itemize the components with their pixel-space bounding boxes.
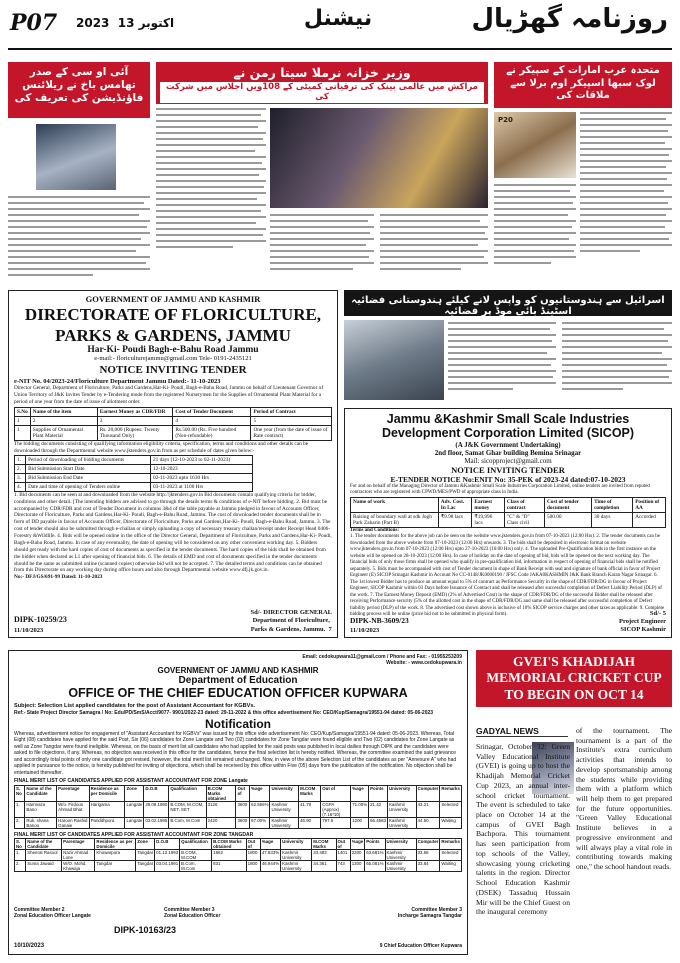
table-header-cell: S. No bbox=[15, 785, 25, 801]
table-cell: Ruk. shana Banoo bbox=[25, 817, 57, 828]
table-header-cell: Residence as per Domicile bbox=[95, 839, 136, 850]
table-header-cell: University bbox=[270, 785, 299, 801]
table-cell: ₹19,996 lacs bbox=[472, 512, 504, 527]
tender1-item-table bbox=[14, 407, 332, 441]
table-cell: B.Com, M.Com bbox=[169, 817, 206, 828]
table-cell: 3600 bbox=[236, 817, 250, 828]
table-cell: 1200 bbox=[351, 817, 369, 828]
story-israel-photo bbox=[344, 320, 444, 400]
tender2-terms: 1. The tender documents for the above job can be seen on the website www.jktenders.gov.in from 07-10-2023 (12:00 Hrs). 2. The tender documents can be downloaded from the above website from 07-10-2023 (12:00 Hrs) onwards. 3. The bids shall be deposited in electronic format on website www.jktenders.gov.in from 07-10-2023 (12:00 Hrs) upto 27-10-2023 (16:00 Hrs) only. 4. The uploaded Pre-Qualification bids in the first instance on the website will be opened on 28-10-2023 (12:00 Hrs). In case of holiday on the date of opening of bid, bids will be opened on the next working day. The financial bids of only those firms shall be opened who qualify in pre-qualification bid, information in respect of opening of financial bids shall be notified separately. 5. Bids must be accompanied with cost of Tender document in shape of Bank Receipt with seal and signature of bank official in favor of Project Engineer (E) SICOP Srinagar Kashmir in Account No CC-0148/JK0000190 / JFSC Code JAKA0KASHMIN J&K Bank Branch Karan Nagar Srinagar. 6. The 1st lowest Bidder has to produce an amount equal to 5% of contract as Performance Security in the shape of CDR/FDR/DG in favour of Project Engineer, SICOP Kashmir within 03 Days before Issuance of Contract and shall be released after successful completion of Defect Liability Period (DLP) of the work. 7. The Earnest Money Deposit (EMD) (2% of Advertised Cost) in the shape of CDR/FDR/DG of the successful Bidder shall be released after receiving Performance security (5% of the allotted cost in the shape of CDR/FDR/DG and same shall be released after successful completion of Defect liability period (DLP) of the work. 8. The advertised cost shown above is inclusive of 10% SICOP service charges and other taxes as applicable. 9. Complete bidding process will be online (price bid not to be submitted in physical form). bbox=[350, 534, 665, 618]
tender2-table bbox=[350, 497, 666, 528]
table-header-cell: S.No bbox=[15, 408, 31, 417]
table-header-cell: Computer bbox=[416, 785, 440, 801]
notice-office: OFFICE OF THE CHIEF EDUCATION OFFICER KUPWARA bbox=[68, 686, 408, 700]
story-cricket bbox=[476, 650, 672, 955]
table-cell: 1. bbox=[15, 455, 26, 464]
tender2-name-1: Jammu &Kashmir Small Scale Industries bbox=[386, 412, 630, 426]
table-cell: 66.4583 bbox=[369, 817, 388, 828]
table-header-cell: Computer bbox=[416, 839, 440, 850]
table-header-row bbox=[15, 785, 462, 801]
table-header-cell: Cost of Tender Document bbox=[173, 408, 251, 417]
tender2-intro: For and on behalf of the Managing Director of Jammu &Kashmir Small Scale Industries Corporation Limited, online tenders are invited from reputed contractors who are registered with CPWD/MES/PWD of appropriate class in India. bbox=[350, 483, 650, 496]
tender-sicop bbox=[344, 408, 672, 638]
tender1-contact: e-mail:- floriculturejammu@gmail.com Tele- 0191-2435121 bbox=[94, 355, 252, 363]
table-header-cell: Name of the item bbox=[30, 408, 97, 417]
table-header-cell: Remarks bbox=[440, 839, 462, 850]
masthead-date bbox=[76, 16, 174, 30]
table-cell: Raising of boundary wall at sdk Jogh Park Zabarin (Part B) bbox=[351, 512, 439, 527]
table-cell: Tangdar bbox=[95, 861, 136, 872]
story-israel bbox=[344, 290, 672, 402]
table-cell: 33.56 bbox=[416, 850, 440, 861]
table-cell: 41.79 bbox=[299, 801, 321, 817]
notice-education bbox=[8, 650, 468, 955]
table-cell: 4. bbox=[15, 482, 26, 491]
table-cell: Period of downloading of bidding documents bbox=[26, 455, 151, 464]
tender2-invite: NOTICE INVITING TENDER bbox=[451, 464, 565, 475]
tender2-enit: E-TENDER NOTICE No:ENIT No: 35-PEK of 2023-24 dated:07-10-2023 bbox=[390, 474, 626, 484]
notice-subject: Subject: Selection List applied candidates for the post of Assistant Accountant for KGBVs. bbox=[14, 703, 256, 709]
table-cell: 743 bbox=[336, 861, 350, 872]
table-header-cell: B.COM Marks obtained bbox=[212, 839, 247, 850]
table-cell: Tangdar bbox=[136, 861, 155, 872]
cricket-col-2: of the tournament. The tournament is a part of the Institute's extra curriculum activities that intends to develop sportsmanship among the students while providing them with a platform which will help them to get prepared for the future opportunities. "Green Valley Educational Institute believes in a progressive environment and will always play a vital role in contributing towards making one," the school handout reads. bbox=[576, 726, 672, 872]
table-cell: Pandithpora bbox=[89, 817, 125, 828]
table-header-cell: Class of contract bbox=[504, 497, 544, 512]
table-header-cell: Period of Contract bbox=[251, 408, 332, 417]
newspaper-title: روزنامہ گھڑیال bbox=[471, 4, 668, 34]
table-cell: 2420 bbox=[206, 817, 236, 828]
story-center bbox=[156, 62, 488, 282]
notice-email: Email: cedokupwara11@gmail.com / Phone and Fax: - 01955253209 bbox=[302, 654, 462, 660]
table-header-cell: Out of bbox=[321, 785, 351, 801]
tender2-undertaking: (A J&K Government Undertaking) bbox=[455, 440, 561, 449]
tender2-footer bbox=[350, 608, 666, 634]
table-header-cell: Name of the Candidate bbox=[26, 839, 62, 850]
table-cell: 797.5 bbox=[321, 817, 351, 828]
table-cell: Date and time of opening of Tenders online bbox=[26, 482, 151, 491]
table-cell: 2. bbox=[15, 464, 26, 473]
table-cell: 1. bbox=[15, 850, 26, 861]
table-header-cell: Out of bbox=[236, 785, 250, 801]
table-header-cell: Name of work bbox=[351, 497, 439, 512]
tender1-title-2: PARKS & GARDENS, JAMMU bbox=[55, 325, 291, 345]
notice-member-3: Committee Member 3 Incharge Samagra Tangdar bbox=[397, 907, 462, 919]
table-cell: 46.944% bbox=[260, 861, 280, 872]
story-center-photo bbox=[270, 108, 488, 208]
table-header-cell: Out of bbox=[336, 839, 350, 850]
table-cell: Accorded bbox=[633, 512, 666, 527]
table-header-cell: D.O.B bbox=[155, 839, 180, 850]
table-cell: 44.50 bbox=[416, 817, 440, 828]
masthead-date-urdu: 13 اکتوبر bbox=[117, 16, 175, 30]
masthead-year: 2023 bbox=[76, 16, 110, 30]
notice-zone-1: FINAL MERIT LIST OF CANDIDATES APPLIED FOR ASSISTANT ACCOUNTANT FOR ZONE Langate bbox=[14, 778, 248, 785]
table-cell: 1800 bbox=[246, 861, 260, 872]
table-header-cell: University bbox=[385, 839, 416, 850]
tender1-dipk: DIPK-10259/23 bbox=[14, 615, 67, 624]
table-cell: Kashmir University bbox=[385, 861, 416, 872]
tender1-enit: e-NIT No. 04/2023-24/Floriculture Department Jammu Dated:- 11-10-2023 bbox=[14, 378, 221, 386]
table-header-cell: Earnest Money as CDR/FDR bbox=[97, 408, 173, 417]
table-row bbox=[15, 817, 462, 828]
table-header-cell: M.COM Marks bbox=[312, 839, 336, 850]
notice-member-2: Committee Member 3 Zonal Education Officer bbox=[164, 907, 221, 919]
table-header-cell: %age bbox=[351, 785, 369, 801]
story-center-headline bbox=[156, 62, 488, 104]
story-center-text-a bbox=[156, 108, 266, 282]
table-cell: 03.02.1995 bbox=[144, 817, 169, 828]
table-header-cell: Name of the Candidate bbox=[25, 785, 57, 801]
table-cell: B.COM, M.COM, NET, SET bbox=[169, 801, 206, 817]
table-cell: Kashmir University bbox=[385, 850, 416, 861]
table-cell: Kashmir University bbox=[270, 817, 299, 828]
tender2-sign-1: Sd/- 5 bbox=[649, 609, 666, 617]
notice-ceo: 9 Chief Education Officer Kupwara bbox=[379, 943, 462, 949]
table-header-cell: Earnest money bbox=[472, 497, 504, 512]
cricket-headline: GVEI'S KHADIJAH MEMORIAL CRICKET CUP TO BEGIN ON OCT 14 bbox=[476, 650, 672, 707]
table-cell: 4 bbox=[173, 417, 251, 426]
table-row bbox=[15, 455, 253, 464]
table-cell: Rs.500.00 (Rs. Five hundred (Non-refundable) bbox=[173, 426, 251, 441]
table-cell: Kashmir University bbox=[387, 801, 416, 817]
table-cell: 3. bbox=[15, 473, 26, 482]
notice-footer bbox=[14, 907, 462, 951]
table-header-cell: M.COM Marks bbox=[299, 785, 321, 801]
notice-sign-no: 9 bbox=[379, 943, 383, 949]
tender1-gov: GOVERNMENT OF JAMMU AND KASHMIR bbox=[85, 294, 261, 304]
table-cell: Waiting bbox=[440, 861, 462, 872]
tender2-terms-head: Terms and Conditions: bbox=[350, 527, 399, 533]
photo-sign: P20 bbox=[498, 116, 513, 124]
table-cell: 29.08.1990 bbox=[144, 801, 169, 817]
story-right-photo bbox=[494, 112, 576, 178]
table-cell: Harigama bbox=[89, 801, 125, 817]
story-right bbox=[494, 62, 672, 282]
table-cell: 03-11-2023 at 1100 Hrs bbox=[150, 482, 252, 491]
table-cell: B.COM, M.COM bbox=[180, 850, 212, 861]
table-header-cell: %age bbox=[260, 839, 280, 850]
notice-website: Website: - www.cedokupwara.in bbox=[386, 660, 462, 666]
notice-body: Whereas, advertisement notice for engagement of "Assistant Accountant for KGBVs" was issued by this office vide advertisement No: CEO/Kup/Samagra/19551-94 dated: 05-06-2023. Whereas, Total Eight (08) candidates have applied for the said Post, Six (06) candidates for Zone Langate and Two (02) candidates for Zone Tangdar were found eligible and Two (02) candidates for Zone Langate as well as Zone Tangdar were found ineligible. Whereas, on the basis of merit list all candidates who had applied for the said posts was published in local dailies through DIPK and the candidates were asked to file objections, if any. Whereas, no objection was received in this office for the candidates, hence the final selection list is hereby notified. Whereas, the committee examined the said grievance and accordingly total points of only one candidate got revised, however, the total merit list remained unchanged. Now, in view of the above Selection List of the candidates as per "Annexure A" who had applied in pursuance to the notice, is hereby published for inviting of objections, which shall be received by this office within Five (05) days from the publication of the notification. No objection shall be entertained thereafter. bbox=[14, 730, 457, 776]
table-cell: 1862 bbox=[212, 850, 247, 861]
table-cell: 1401 bbox=[336, 850, 350, 861]
table-cell: 47.833% bbox=[260, 850, 280, 861]
table-cell: 1 bbox=[15, 426, 31, 441]
notice-title: Notification bbox=[205, 716, 271, 731]
table-cell: Bid Submission Start Date bbox=[26, 464, 151, 473]
table-cell: Haroon Rashid Ganaie bbox=[58, 817, 88, 828]
table-cell: 43.21 bbox=[416, 801, 440, 817]
section-title: نیشنل bbox=[303, 6, 373, 31]
cricket-byline: GADYAL NEWS bbox=[476, 726, 568, 737]
tender2-name-2: Development Corporation Limited (SICOP) bbox=[381, 426, 635, 441]
table-cell: 3600 bbox=[236, 801, 250, 817]
tender1-signature bbox=[250, 609, 332, 634]
table-header-row bbox=[15, 839, 462, 850]
tender2-sign-3: SICOP Kashmir bbox=[620, 625, 666, 633]
tender1-sign-no: 7 bbox=[328, 625, 332, 633]
table-cell: 1300 bbox=[350, 861, 364, 872]
story-left-headline: آئی او سی کے صدر تھامس باخ نے ریلائنس فاؤنڈیشن کی تعریف کی bbox=[8, 62, 150, 118]
tender-floriculture bbox=[8, 290, 338, 638]
table-cell: 2200 bbox=[350, 850, 364, 861]
notice-gov: GOVERNMENT OF JAMMU AND KASHMIR bbox=[157, 666, 319, 675]
table-cell: Kashmir University bbox=[281, 850, 312, 861]
table-cell: Sheerat Rasool bbox=[26, 850, 62, 861]
tender2-dipk: DIPK-NB-3609/23 bbox=[350, 616, 409, 625]
table-header-cell: Parentage bbox=[57, 785, 89, 801]
table-cell: 71.00% bbox=[351, 801, 369, 817]
table-cell: Kashmir University bbox=[270, 801, 299, 817]
tender1-title-1: DIRECTORATE OF FLORICULTURE, bbox=[24, 305, 322, 324]
table-header-cell: Position of AA bbox=[633, 497, 666, 512]
story-israel-text-a bbox=[448, 322, 556, 400]
tender1-invite: NOTICE INVITING TENDER bbox=[99, 364, 247, 377]
tender2-sign-2: Project Engineer bbox=[619, 617, 666, 625]
table-cell: 67.00% bbox=[250, 817, 270, 828]
table-cell: 21 days (12-10-2023 to 02-11-2023) bbox=[150, 455, 252, 464]
table-cell: One year (from the date of issue of Rate contract) bbox=[251, 426, 332, 441]
table-header-cell: University bbox=[281, 839, 312, 850]
table-header-cell: Points bbox=[369, 785, 388, 801]
table-header-cell: University bbox=[387, 785, 416, 801]
table-cell: "C" & "D" Class civil bbox=[504, 512, 544, 527]
table-cell: 46.90 bbox=[299, 817, 321, 828]
table-cell: 2. bbox=[15, 861, 26, 872]
table-header-cell: %age bbox=[350, 839, 364, 850]
table-row bbox=[15, 464, 253, 473]
table-cell: Khowarpora bbox=[95, 850, 136, 861]
table-cell: 33.84 bbox=[416, 861, 440, 872]
story-right-text-a bbox=[580, 112, 672, 282]
table-header-cell: Points bbox=[365, 839, 385, 850]
tender1-intro: Director General, Department of Floriculture, Parks and Gardens,Har-Ki- Poudi, Bagh-e-Bahu Road, Jammu on behalf of Lieutenant Governor of Union Territory of J&K Invites Tender by e-Tendering mode from the registered Nurserymen for the Supplies of Ornamental Plant Material for a period of one year from the date of issue of allotment order. bbox=[14, 385, 324, 406]
story-left-column-2 bbox=[8, 232, 68, 282]
table-cell: B.Com, M.Com bbox=[180, 861, 212, 872]
notice-member-1: Committee Member 2 Zonal Education Officer Langate bbox=[14, 907, 91, 919]
story-right-headline: متحدہ عرب امارات کے سپیکر نے لوک سبھا اسپیکر اوم برلا سے ملاقات کی bbox=[494, 62, 672, 108]
table-cell: Kashmir University bbox=[281, 861, 312, 872]
table-cell: Selected bbox=[440, 850, 462, 861]
table-cell: Rs. 20,000 (Rupees: Twenty Thousand Only) bbox=[97, 426, 173, 441]
notice-dated: 10/10/2023 bbox=[14, 943, 45, 949]
table-cell: 3 bbox=[97, 417, 173, 426]
tender1-ref: No:- DFJ/GS/691-99 Dated: 11-10-2023 bbox=[14, 574, 103, 581]
table-cell: 02-11-2023 upto 1630 Hrs bbox=[150, 473, 252, 482]
table-header-cell: D.O.B bbox=[144, 785, 169, 801]
table-cell: 1 bbox=[15, 417, 31, 426]
story-center-headline-2: مراکش میں عالمی بینک کی ترقیاتی کمیٹی کے 108ویں اجلاس میں شرکت کی bbox=[160, 82, 484, 103]
table-cell: W/O. Mohd. Khawaja bbox=[62, 861, 95, 872]
table-cell: Hamnaza Bano bbox=[25, 801, 57, 817]
table-cell: 21.42 bbox=[369, 801, 388, 817]
tender2-address: 2nd floor, Samat Ghar building Bemina Srinagar bbox=[434, 448, 582, 457]
table-cell: Kashmir University bbox=[387, 817, 416, 828]
table-cell: ₹9.98 lacs bbox=[438, 512, 472, 527]
table-header-cell: Qualification bbox=[180, 839, 212, 850]
table-header-cell: Cost of tender document bbox=[544, 497, 591, 512]
table-row bbox=[15, 473, 253, 482]
table-cell: 1800 bbox=[246, 850, 260, 861]
table-cell: 30 days bbox=[592, 512, 633, 527]
table-cell: Selected bbox=[440, 801, 462, 817]
table-cell: 1. bbox=[15, 801, 25, 817]
cricket-col-1: Srinagar, October 12: Green Valley Educational Institute (GVEI) is going up to host the Khadijah Memorial Cricket Cup 2023, an annual inter-school cricket tournament. The event is scheduled to take place on October 14 at the campus of GVEI Bagh Bachpora. This tournament has seen participation from top schools of the Valley, showcasing young cricketing talents in the region. Director School Education Kashmir (DSEK) Tassaduq Hussain Mir will be the Chief Guest on the inaugural ceremony bbox=[476, 742, 570, 917]
table-cell: Nazir Ahmad Lone bbox=[62, 850, 95, 861]
table-cell: 03.04.1991 bbox=[155, 861, 180, 872]
table-cell: Supplies of Ornamental Plant Material bbox=[30, 426, 97, 441]
table-cell: 12-10-2023 bbox=[150, 464, 252, 473]
table-cell: 500.00 bbox=[544, 512, 591, 527]
tender1-terms: 1. Bid documents can be seen at and downloaded from the website http://jktenders.gov.in Bid documents contain qualifying criteria for bidder, conditions and other detail. [The intending bidders are advised to go through the details terms & conditions of e-NIT before bidding. 2. Bid must be accompanied by CDR/FDR and cost of Tender Document in columns 3&4 of the table payable at Jammu pledged in favour of Accounts Officer, Directorate of Floriculture, Parks and Gardens,Har-Ki- Poudi, Bagh-e-Bahu Road, Jammu. The cost of downloaded tender documents shall be in form of DD payable in favour of Accounts Officer, Directorate of Floriculture, Parks and Gardens,Har-Ki- Poudi, Bagh-e-Bahu Road, Jammu. 3. The cost of tender should also be submitted through e-challan or simply uploading a copy of necessary treasury challan/receipt under Receipt Head 0406- Forestry &Wildlife. 4. Bids will be opened online in the office of the Director General, Department of Floriculture, Parks and Gardens,Har-Ki- Poudi, Bagh-e-Bahu Road, Jammu. In case of any eventuality, the date of opening will be considered on any other convenient working day. 5. Bidders should get ready with the hard copies of cost of documents as specified in the tender documents. The hard copies of the bids shall be obtained from the bidder when declared as L1 after opening of financial bids. 6. The details of EMD and cost of documents specified in the tender documents should be the same as submitted online (scanned copies) otherwise bid will not be accepted. 7. The detailed terms and conditions can be obtained from this Directorate on any working day during office hours and also through Departmental website www.dfj.jk.gov.in. bbox=[14, 491, 332, 574]
tender1-sign-1: Sd/- DIRECTOR GENERAL bbox=[250, 608, 332, 616]
table-cell: W/o. Firdous Ahmad Bhat bbox=[57, 801, 89, 817]
table-cell: 5 bbox=[251, 417, 332, 426]
table-cell: 2. bbox=[15, 817, 25, 828]
table-cell: Waiting bbox=[440, 817, 462, 828]
table-cell: Langate bbox=[125, 801, 144, 817]
table-header-cell: Residence as per Domicile bbox=[89, 785, 125, 801]
tender2-sign-no: 5 bbox=[662, 609, 666, 617]
page-number: P07 bbox=[10, 10, 58, 36]
table-cell: 65.081% bbox=[365, 861, 385, 872]
table-cell: 33.483 bbox=[312, 850, 336, 861]
story-center-text-c bbox=[380, 214, 488, 282]
table-header-cell: Zone bbox=[136, 839, 155, 850]
story-center-text-b bbox=[270, 214, 374, 282]
tender1-sign-2: Department of Floriculture, bbox=[252, 617, 330, 625]
tender1-dates-table bbox=[14, 455, 253, 492]
tender2-dated: 11/10/2023 bbox=[350, 627, 380, 634]
table-cell: Suma Jawaid bbox=[26, 861, 62, 872]
table-cell: 63.681% bbox=[365, 850, 385, 861]
table-cell: 3126 bbox=[206, 801, 236, 817]
table-header-cell: S. No bbox=[15, 839, 26, 850]
table-cell: CGPA (Approx) (7.16*10) bbox=[321, 801, 351, 817]
table-row bbox=[15, 850, 462, 861]
table-header-cell: B.COM Marks obtained bbox=[206, 785, 236, 801]
table-header-cell: Adv. Cost. In Lac bbox=[438, 497, 472, 512]
notice-table-tangdar bbox=[14, 838, 462, 872]
table-cell: 2 bbox=[30, 417, 97, 426]
table-header-cell: Out of bbox=[246, 839, 260, 850]
notice-zone-2: FINAL MERIT LIST OF CANDIDATES APPLIED FOR ASSISTANT ACCOUNTANT FOR ZONE TANGDAR bbox=[14, 831, 254, 838]
masthead bbox=[8, 4, 672, 50]
table-cell: 01.12.1993 bbox=[155, 850, 180, 861]
table-header-cell: Time of completion bbox=[592, 497, 633, 512]
table-cell: Bid Submission End Date bbox=[26, 473, 151, 482]
table-row bbox=[15, 801, 462, 817]
table-header-cell: Remarks bbox=[440, 785, 462, 801]
table-cell: 62.556% bbox=[250, 801, 270, 817]
table-cell: 34.361 bbox=[312, 861, 336, 872]
story-right-text-b bbox=[494, 184, 576, 282]
story-israel-headline: اسرائیل سے ہندوستانیوں کو واپس لانے کیلئے ہندوستانی فضائیہ اسٹینڈ بائی موڈ پر فضائیہ bbox=[344, 290, 672, 316]
tender1-footer bbox=[14, 600, 332, 634]
tender2-mail: Mail: sicopproject@gmail.com bbox=[464, 456, 552, 465]
tender1-sign-3: Parks & Gardens, Jammu. 7 bbox=[250, 625, 332, 633]
table-header-cell: %age bbox=[250, 785, 270, 801]
story-left-photo bbox=[36, 124, 116, 190]
table-row bbox=[15, 482, 253, 491]
table-cell: 831 bbox=[212, 861, 247, 872]
table-header-cell: Zone bbox=[125, 785, 144, 801]
tender1-dated: 11/10/2023 bbox=[14, 627, 44, 634]
table-cell: Langate bbox=[125, 817, 144, 828]
table-row bbox=[15, 861, 462, 872]
notice-dept: Department of Education bbox=[178, 675, 298, 686]
notice-table-langate bbox=[14, 785, 462, 829]
table-header-cell: Parentage bbox=[62, 839, 95, 850]
table-header-cell: Qualification bbox=[169, 785, 206, 801]
tender1-dates-intro: The bidding documents consisting of qualifying information eligibility criteria, specification, terms and conditions and other details can be downloaded through the Departmental website www.jktenders.gov.in from as per schedule of dates given below:- bbox=[14, 441, 309, 454]
notice-ref: Ref:- State Project Director Samagra / No: Edu/PD/SmS/Acct/9077- 9901/2022-23 dated: 29-11-2022 & this office advertisement No: CEO/Kup/Samagra/19551-94 dated: 05-06-2023 bbox=[14, 710, 434, 717]
story-israel-text-b bbox=[562, 322, 672, 400]
tender1-address: Har-Ki- Poudi Bagh-e-Bahu Road Jammu bbox=[87, 345, 259, 356]
notice-dipk: DIPK-10163/23 bbox=[114, 925, 177, 935]
tender2-signature bbox=[619, 610, 666, 634]
table-cell: Tangdar bbox=[136, 850, 155, 861]
story-center-headline-1: وزیر خزانہ نرملا سیتا رمن نے bbox=[233, 65, 411, 80]
